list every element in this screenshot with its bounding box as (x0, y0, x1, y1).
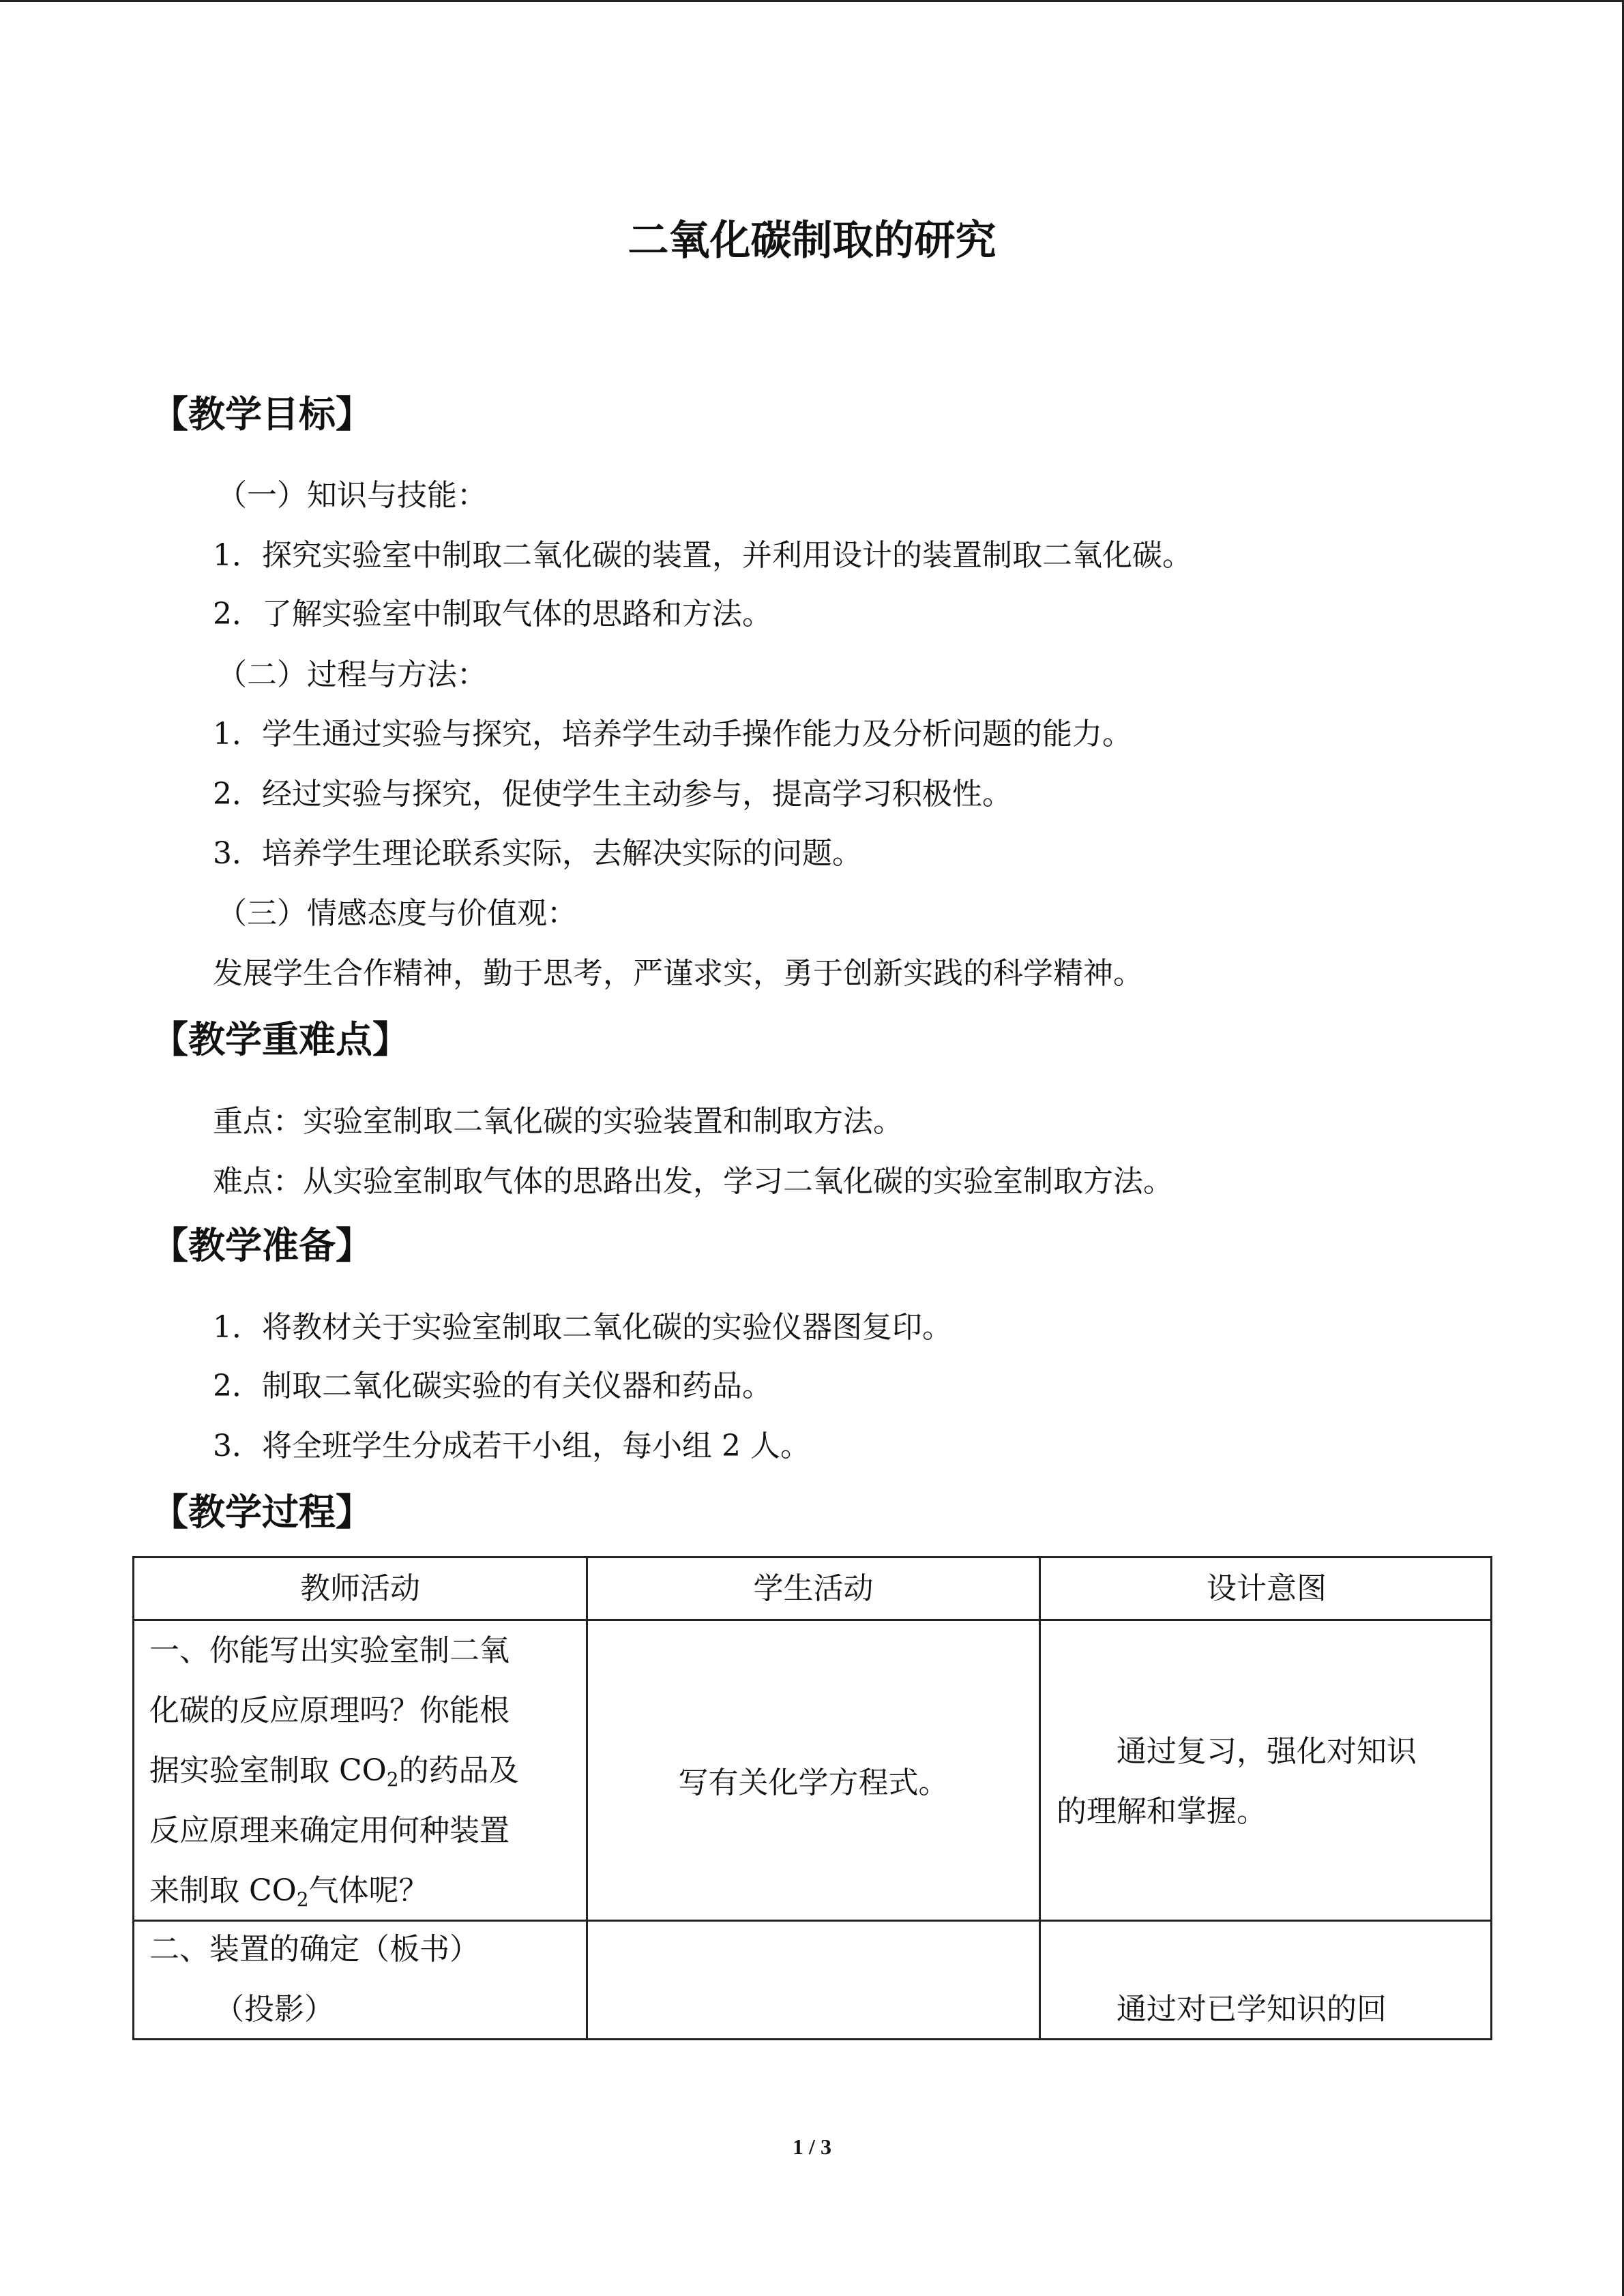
preparation-line: 3．将全班学生分成若干小组，每小组 2 人。 (213, 1429, 810, 1463)
section-heading-preparation: 【教学准备】 (151, 1224, 372, 1267)
table-column-divider (1039, 1558, 1041, 2038)
table-header-intent: 设计意图 (1207, 1571, 1327, 1606)
goals-line: （一）知识与技能： (217, 478, 487, 513)
goals-line: 2．经过实验与探究，促使学生主动参与，提高学习积极性。 (213, 777, 1012, 811)
row1-intent-line: 通过复习，强化对知识 (1117, 1734, 1417, 1769)
goals-line: （二）过程与方法： (217, 657, 487, 692)
teaching-process-table (132, 1556, 1492, 2040)
preparation-line: 1．将教材关于实验室制取二氧化碳的实验仪器图复印。 (213, 1310, 952, 1345)
row1-teacher-line: 据实验室制取 $CO_2$的药品及 (149, 1753, 519, 1791)
row1-teacher-cell (149, 1621, 519, 1921)
row2-teacher-line: （投影） (214, 1992, 334, 2027)
key-point-line: 难点：从实验室制取气体的思路出发，学习二氧化碳的实验室制取方法。 (213, 1164, 1173, 1199)
goals-line: （三）情感态度与价值观： (217, 896, 577, 931)
section-heading-process: 【教学过程】 (151, 1491, 372, 1534)
row1-teacher-line: 反应原理来确定用何种装置 (149, 1813, 510, 1848)
goals-line: 发展学生合作精神，勤于思考，严谨求实，勇于创新实践的科学精神。 (213, 956, 1143, 991)
row1-student-cell: 写有关化学方程式。 (678, 1765, 949, 1800)
row1-teacher-line: 来制取 $CO_2$气体呢？ (149, 1873, 429, 1911)
table-header-student: 学生活动 (753, 1571, 874, 1606)
row1-intent-cell (1057, 1722, 1417, 1842)
row2-teacher-line: 二、装置的确定（板书） (149, 1932, 479, 1967)
row2-teacher-cell (149, 1920, 479, 2040)
row1-teacher-line: 化碳的反应原理吗？你能根 (149, 1693, 510, 1728)
key-point-line: 重点：实验室制取二氧化碳的实验装置和制取方法。 (213, 1104, 903, 1139)
row2-intent-cell: 通过对已学知识的回 (1117, 1992, 1387, 2027)
page-number: 1 / 3 (793, 2134, 831, 2159)
row1-teacher-line: 一、你能写出实验室制二氧 (149, 1633, 510, 1668)
goals-line: 3．培养学生理论联系实际，去解决实际的问题。 (213, 836, 862, 871)
table-header-teacher: 教师活动 (300, 1571, 420, 1606)
preparation-line: 2．制取二氧化碳实验的有关仪器和药品。 (213, 1369, 772, 1403)
goals-line: 1．学生通过实验与探究，培养学生动手操作能力及分析问题的能力。 (213, 717, 1132, 751)
section-heading-goals: 【教学目标】 (151, 393, 372, 436)
row1-intent-line: 的理解和掌握。 (1057, 1794, 1267, 1829)
page-border-top (0, 0, 1624, 2)
goals-line: 2．了解实验室中制取气体的思路和方法。 (213, 597, 772, 631)
document-title: 二氧化碳制取的研究 (628, 217, 996, 265)
section-heading-key-points: 【教学重难点】 (151, 1018, 409, 1061)
goals-line: 1．探究实验室中制取二氧化碳的装置，并利用设计的装置制取二氧化碳。 (213, 538, 1192, 573)
